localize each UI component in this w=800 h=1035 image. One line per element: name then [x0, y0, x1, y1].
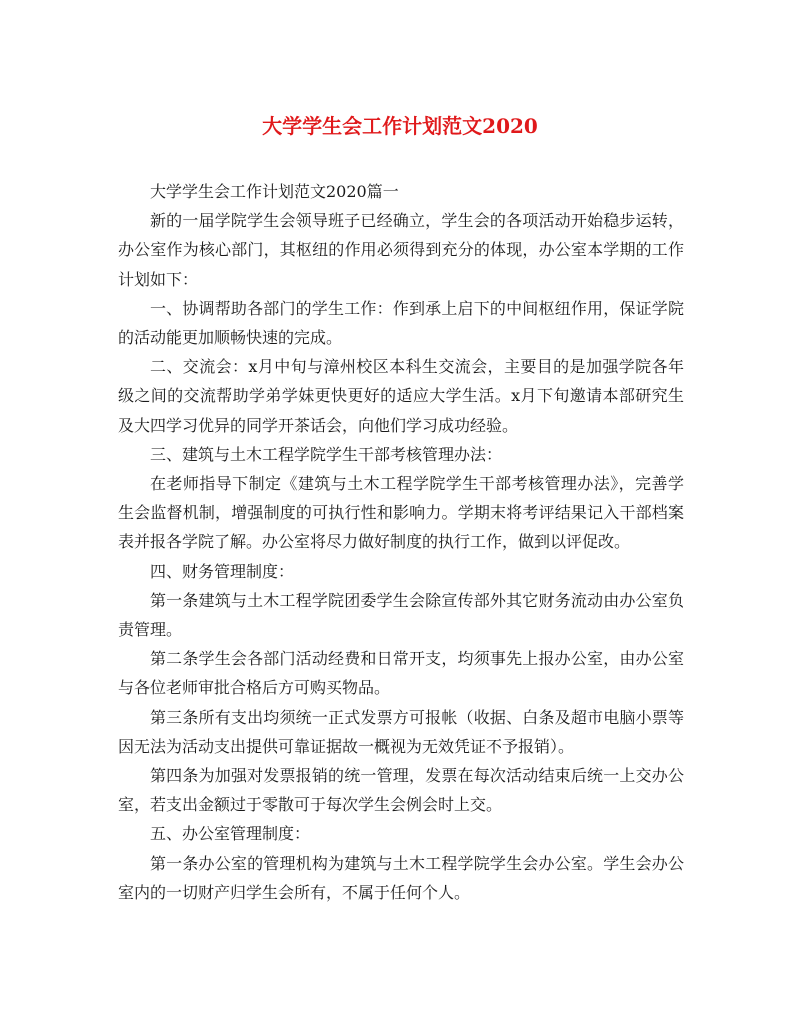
document-title: 大学学生会工作计划范文2020	[262, 114, 538, 138]
paragraph: 四、财务管理制度：	[150, 561, 295, 581]
paragraph: 一、协调帮助各部门的学生工作：作到承上启下的中间枢纽作用，保证学院的活动能更加顺畅快速的完成。	[118, 298, 684, 348]
paragraph: 三、建筑与土木工程学院学生干部考核管理办法：	[150, 444, 503, 464]
paragraph: 第四条为加强对发票报销的统一管理，发票在每次活动结束后统一上交办公室，若支出金额过于零散可于每次学生会例会时上交。	[118, 766, 684, 815]
paragraph: 五、办公室管理制度：	[150, 824, 311, 844]
paragraph: 在老师指导下制定《建筑与土木工程学院学生干部考核管理办法》，完善学生会监督机制，增强制度的可执行性和影响力。学期末将考评结果记入干部档案表并报各学院了解。办公室将尽力做好制度的执行工作，做到以评促改。	[118, 474, 684, 552]
paragraph: 第一条建筑与土木工程学院团委学生会除宣传部外其它财务流动由办公室负责管理。	[118, 590, 684, 640]
paragraph: 二、交流会：x月中旬与漳州校区本科生交流会，主要目的是加强学院各年级之间的交流帮助学弟学妹更快更好的适应大学生活。x月下旬邀请本部研究生及大四学习优异的同学开茶话会，向他们学习成功经验。	[118, 357, 684, 435]
paragraph: 第二条学生会各部门活动经费和日常开支，均须事先上报办公室，由办公室与各位老师审批合格后方可购买物品。	[118, 649, 684, 698]
paragraph: 新的一届学院学生会领导班子已经确立，学生会的各项活动开始稳步运转，办公室作为核心部门，其枢纽的作用必须得到充分的体现，办公室本学期的工作计划如下：	[118, 211, 684, 289]
paragraph: 大学学生会工作计划范文2020篇一	[150, 182, 399, 201]
document-body	[118, 177, 684, 907]
paragraph: 第三条所有支出均须统一正式发票方可报帐（收据、白条及超市电脑小票等因无法为活动支出提供可靠证据故一概视为无效凭证不予报销）。	[118, 707, 684, 756]
paragraph: 第一条办公室的管理机构为建筑与土木工程学院学生会办公室。学生会办公室内的一切财产归学生会所有，不属于任何个人。	[118, 853, 684, 902]
